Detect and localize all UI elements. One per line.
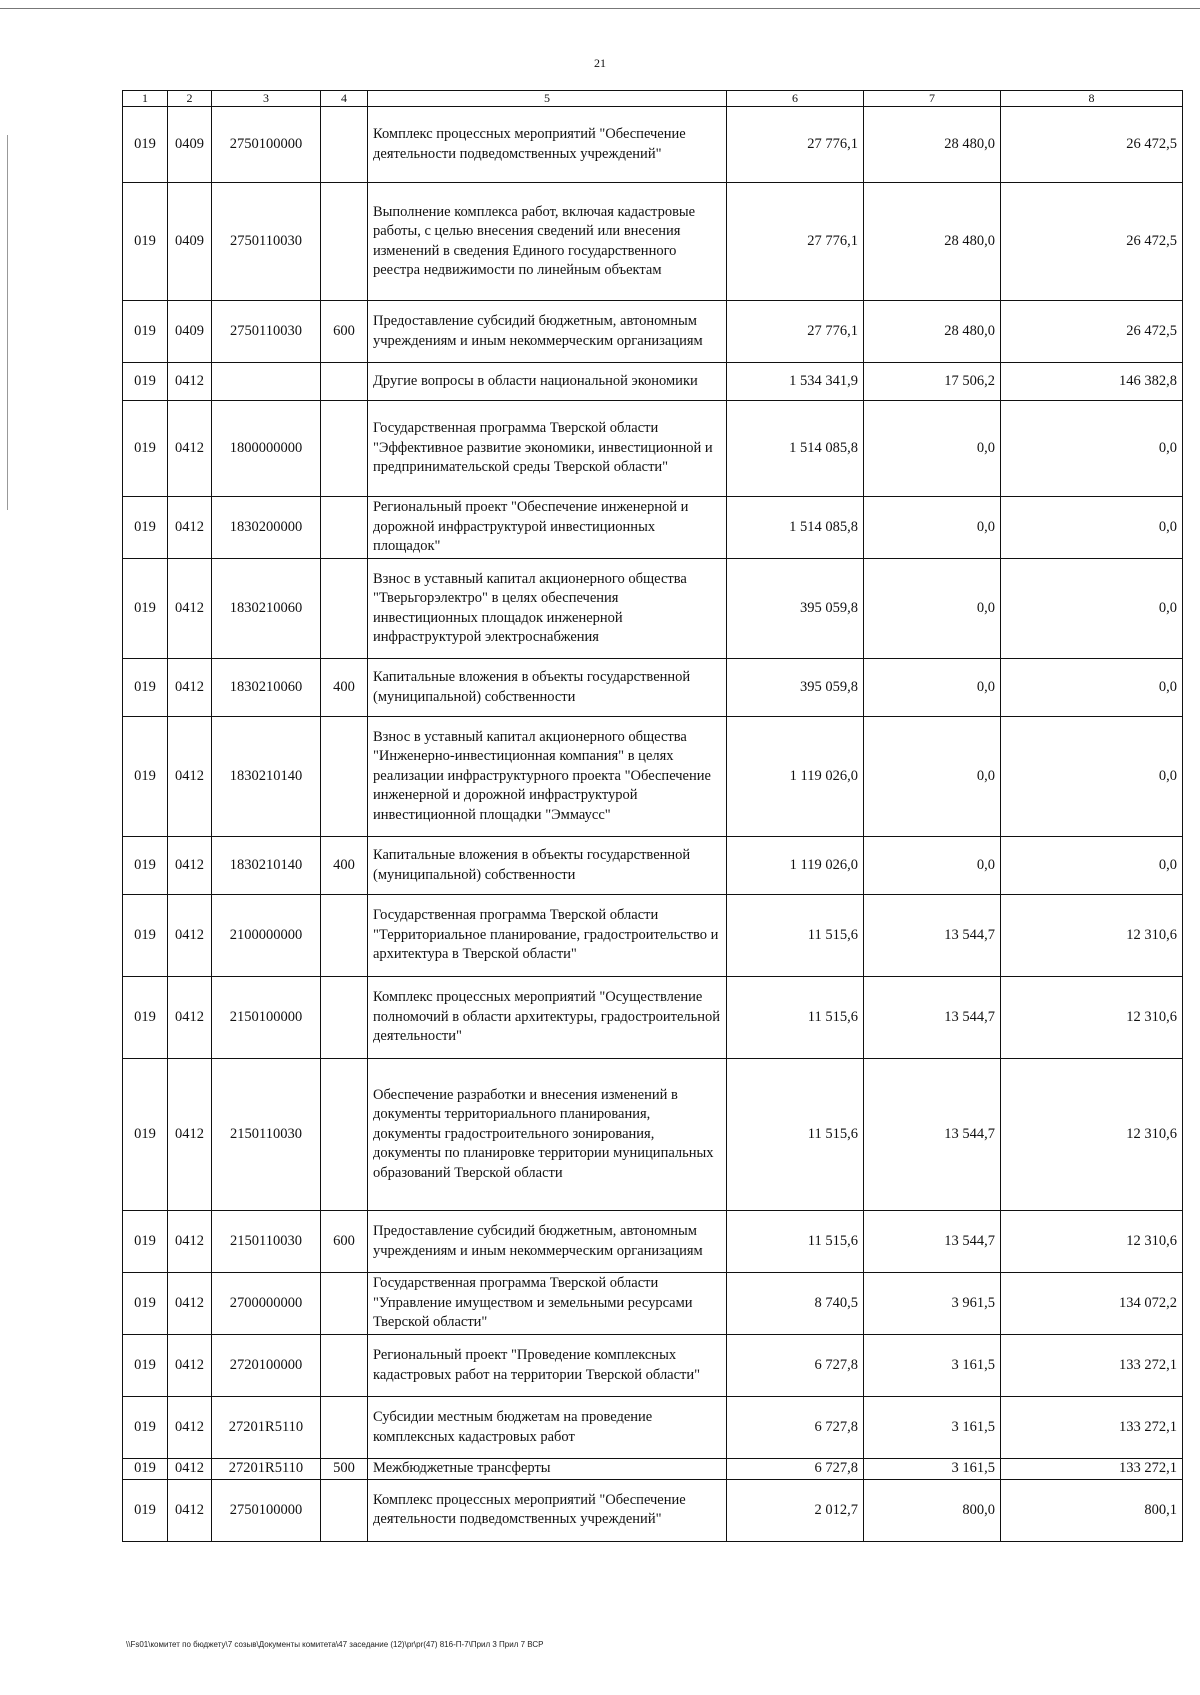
- amount-col7: 28 480,0: [864, 183, 1001, 301]
- table-row: [123, 1335, 1183, 1397]
- expense-type-code: [321, 107, 368, 183]
- table-row: [123, 977, 1183, 1059]
- table-row: [123, 1479, 1183, 1541]
- section-code: 0412: [168, 401, 212, 497]
- table-row: [123, 659, 1183, 717]
- amount-col7: 13 544,7: [864, 1059, 1001, 1211]
- item-description: Обеспечение разработки и внесения изменений в документы территориального планирования, документы градостроительного зонирования, документы по планировке территории муниципальных образований Тверской области: [368, 1059, 727, 1211]
- table-row: [123, 401, 1183, 497]
- amount-col8: 12 310,6: [1001, 977, 1183, 1059]
- section-code: 0412: [168, 1459, 212, 1480]
- department-code: 019: [123, 1211, 168, 1273]
- amount-col6: 11 515,6: [727, 1059, 864, 1211]
- amount-col7: 0,0: [864, 401, 1001, 497]
- target-article-code: 1830210140: [212, 837, 321, 895]
- department-code: 019: [123, 977, 168, 1059]
- amount-col7: 13 544,7: [864, 895, 1001, 977]
- expense-type-code: [321, 1479, 368, 1541]
- amount-col6: 1 534 341,9: [727, 363, 864, 401]
- section-code: 0412: [168, 1273, 212, 1335]
- header-cell: 5: [368, 91, 727, 107]
- amount-col8: 133 272,1: [1001, 1335, 1183, 1397]
- amount-col7: 0,0: [864, 559, 1001, 659]
- amount-col8: 0,0: [1001, 717, 1183, 837]
- section-code: 0412: [168, 1335, 212, 1397]
- amount-col6: 6 727,8: [727, 1335, 864, 1397]
- target-article-code: 27201R5110: [212, 1459, 321, 1480]
- target-article-code: 1830200000: [212, 497, 321, 559]
- amount-col6: 1 514 085,8: [727, 401, 864, 497]
- amount-col7: 0,0: [864, 837, 1001, 895]
- amount-col7: 3 161,5: [864, 1335, 1001, 1397]
- item-description: Региональный проект "Проведение комплексных кадастровых работ на территории Тверской области": [368, 1335, 727, 1397]
- target-article-code: 2700000000: [212, 1273, 321, 1335]
- expense-type-code: [321, 363, 368, 401]
- target-article-code: 2750110030: [212, 301, 321, 363]
- amount-col7: 0,0: [864, 717, 1001, 837]
- item-description: Государственная программа Тверской области "Эффективное развитие экономики, инвестиционной и предпринимательской среды Тверской области": [368, 401, 727, 497]
- amount-col6: 395 059,8: [727, 559, 864, 659]
- header-cell: 6: [727, 91, 864, 107]
- amount-col8: 0,0: [1001, 837, 1183, 895]
- amount-col6: 8 740,5: [727, 1273, 864, 1335]
- amount-col8: 133 272,1: [1001, 1459, 1183, 1480]
- target-article-code: 27201R5110: [212, 1397, 321, 1459]
- amount-col7: 13 544,7: [864, 977, 1001, 1059]
- file-path-footer: \\Fs01\комитет по бюджету\7 созыв\Документы комитета\47 заседание (12)\pr\pr(47) 816-П-7\Прил 3 Прил 7 ВСР: [126, 1640, 544, 1649]
- expense-type-code: 600: [321, 1211, 368, 1273]
- section-code: 0412: [168, 895, 212, 977]
- amount-col6: 6 727,8: [727, 1397, 864, 1459]
- target-article-code: 2150110030: [212, 1059, 321, 1211]
- item-description: Взнос в уставный капитал акционерного общества "Тверьгорэлектро" в целях обеспечения инвестиционных площадок инженерной инфраструктурой электроснабжения: [368, 559, 727, 659]
- department-code: 019: [123, 1397, 168, 1459]
- header-cell: 3: [212, 91, 321, 107]
- amount-col8: 134 072,2: [1001, 1273, 1183, 1335]
- department-code: 019: [123, 837, 168, 895]
- amount-col6: 27 776,1: [727, 301, 864, 363]
- amount-col8: 12 310,6: [1001, 895, 1183, 977]
- expense-type-code: [321, 1059, 368, 1211]
- section-code: 0412: [168, 1211, 212, 1273]
- department-code: 019: [123, 895, 168, 977]
- item-description: Субсидии местным бюджетам на проведение комплексных кадастровых работ: [368, 1397, 727, 1459]
- amount-col7: 28 480,0: [864, 301, 1001, 363]
- amount-col6: 2 012,7: [727, 1479, 864, 1541]
- item-description: Комплекс процессных мероприятий "Осуществление полномочий в области архитектуры, градостроительной деятельности": [368, 977, 727, 1059]
- department-code: 019: [123, 497, 168, 559]
- target-article-code: 2150110030: [212, 1211, 321, 1273]
- section-code: 0412: [168, 1479, 212, 1541]
- amount-col7: 17 506,2: [864, 363, 1001, 401]
- expense-type-code: [321, 497, 368, 559]
- target-article-code: 1830210060: [212, 659, 321, 717]
- section-code: 0409: [168, 301, 212, 363]
- page-number: 21: [594, 56, 606, 70]
- target-article-code: 2750100000: [212, 107, 321, 183]
- item-description: Выполнение комплекса работ, включая кадастровые работы, с целью внесения сведений или внесения изменений в сведения Единого государственного реестра недвижимости по линейным объектам: [368, 183, 727, 301]
- section-code: 0412: [168, 1059, 212, 1211]
- department-code: 019: [123, 1479, 168, 1541]
- amount-col6: 11 515,6: [727, 977, 864, 1059]
- header-cell: 1: [123, 91, 168, 107]
- section-code: 0412: [168, 559, 212, 659]
- amount-col7: 0,0: [864, 659, 1001, 717]
- target-article-code: [212, 363, 321, 401]
- scan-artifact-left-line: [7, 135, 8, 510]
- table-row: [123, 1397, 1183, 1459]
- amount-col7: 0,0: [864, 497, 1001, 559]
- amount-col8: 146 382,8: [1001, 363, 1183, 401]
- scan-artifact-top-line: [0, 8, 1200, 9]
- header-cell: 2: [168, 91, 212, 107]
- budget-table: [122, 90, 1183, 1542]
- table-row: [123, 837, 1183, 895]
- amount-col6: 395 059,8: [727, 659, 864, 717]
- expense-type-code: [321, 1273, 368, 1335]
- expense-type-code: [321, 559, 368, 659]
- table-row: [123, 717, 1183, 837]
- table-row: [123, 1059, 1183, 1211]
- section-code: 0412: [168, 363, 212, 401]
- amount-col8: 0,0: [1001, 559, 1183, 659]
- section-code: 0412: [168, 837, 212, 895]
- header-cell: 8: [1001, 91, 1183, 107]
- amount-col7: 3 161,5: [864, 1397, 1001, 1459]
- target-article-code: 2750100000: [212, 1479, 321, 1541]
- department-code: 019: [123, 1335, 168, 1397]
- table-row: [123, 183, 1183, 301]
- department-code: 019: [123, 717, 168, 837]
- item-description: Региональный проект "Обеспечение инженерной и дорожной инфраструктурой инвестиционных площадок": [368, 497, 727, 559]
- target-article-code: 1800000000: [212, 401, 321, 497]
- amount-col6: 11 515,6: [727, 1211, 864, 1273]
- item-description: Комплекс процессных мероприятий "Обеспечение деятельности подведомственных учреждений": [368, 107, 727, 183]
- table-body: [123, 107, 1183, 1542]
- amount-col7: 3 161,5: [864, 1459, 1001, 1480]
- amount-col8: 12 310,6: [1001, 1059, 1183, 1211]
- item-description: Взнос в уставный капитал акционерного общества "Инженерно-инвестиционная компания" в целях реализации инфраструктурного проекта "Обеспечение инженерной и дорожной инфраструктурой инвестиционной площадки "Эммаусс": [368, 717, 727, 837]
- item-description: Предоставление субсидий бюджетным, автономным учреждениям и иным некоммерческим организациям: [368, 301, 727, 363]
- department-code: 019: [123, 183, 168, 301]
- section-code: 0412: [168, 497, 212, 559]
- expense-type-code: [321, 1335, 368, 1397]
- header-cell: 7: [864, 91, 1001, 107]
- expense-type-code: [321, 895, 368, 977]
- amount-col7: 3 961,5: [864, 1273, 1001, 1335]
- table-row: [123, 1273, 1183, 1335]
- section-code: 0409: [168, 183, 212, 301]
- department-code: 019: [123, 659, 168, 717]
- expense-type-code: [321, 977, 368, 1059]
- target-article-code: 1830210140: [212, 717, 321, 837]
- item-description: Капитальные вложения в объекты государственной (муниципальной) собственности: [368, 837, 727, 895]
- item-description: Предоставление субсидий бюджетным, автономным учреждениям и иным некоммерческим организациям: [368, 1211, 727, 1273]
- amount-col8: 800,1: [1001, 1479, 1183, 1541]
- table-row: [123, 497, 1183, 559]
- amount-col8: 0,0: [1001, 497, 1183, 559]
- table-row: [123, 1459, 1183, 1480]
- target-article-code: 2720100000: [212, 1335, 321, 1397]
- target-article-code: 1830210060: [212, 559, 321, 659]
- department-code: 019: [123, 107, 168, 183]
- amount-col8: 26 472,5: [1001, 183, 1183, 301]
- amount-col7: 800,0: [864, 1479, 1001, 1541]
- item-description: Капитальные вложения в объекты государственной (муниципальной) собственности: [368, 659, 727, 717]
- amount-col8: 0,0: [1001, 659, 1183, 717]
- amount-col6: 27 776,1: [727, 183, 864, 301]
- table-row: [123, 1211, 1183, 1273]
- amount-col6: 1 119 026,0: [727, 837, 864, 895]
- target-article-code: 2100000000: [212, 895, 321, 977]
- amount-col7: 28 480,0: [864, 107, 1001, 183]
- target-article-code: 2150100000: [212, 977, 321, 1059]
- amount-col7: 13 544,7: [864, 1211, 1001, 1273]
- header-cell: 4: [321, 91, 368, 107]
- amount-col8: 0,0: [1001, 401, 1183, 497]
- expense-type-code: [321, 1397, 368, 1459]
- item-description: Другие вопросы в области национальной экономики: [368, 363, 727, 401]
- item-description: Комплекс процессных мероприятий "Обеспечение деятельности подведомственных учреждений": [368, 1479, 727, 1541]
- department-code: 019: [123, 1273, 168, 1335]
- amount-col8: 26 472,5: [1001, 301, 1183, 363]
- department-code: 019: [123, 1459, 168, 1480]
- amount-col8: 133 272,1: [1001, 1397, 1183, 1459]
- expense-type-code: [321, 717, 368, 837]
- expense-type-code: [321, 401, 368, 497]
- table-row: [123, 107, 1183, 183]
- department-code: 019: [123, 301, 168, 363]
- item-description: Межбюджетные трансферты: [368, 1459, 727, 1480]
- section-code: 0412: [168, 1397, 212, 1459]
- amount-col6: 11 515,6: [727, 895, 864, 977]
- expense-type-code: 600: [321, 301, 368, 363]
- section-code: 0412: [168, 717, 212, 837]
- section-code: 0412: [168, 659, 212, 717]
- table-row: [123, 301, 1183, 363]
- section-code: 0412: [168, 977, 212, 1059]
- table-row: [123, 363, 1183, 401]
- expense-type-code: 400: [321, 659, 368, 717]
- target-article-code: 2750110030: [212, 183, 321, 301]
- header-row: [123, 91, 1183, 107]
- amount-col6: 1 514 085,8: [727, 497, 864, 559]
- amount-col6: 1 119 026,0: [727, 717, 864, 837]
- department-code: 019: [123, 559, 168, 659]
- department-code: 019: [123, 401, 168, 497]
- section-code: 0409: [168, 107, 212, 183]
- amount-col8: 26 472,5: [1001, 107, 1183, 183]
- item-description: Государственная программа Тверской области "Управление имуществом и земельными ресурсами Тверской области": [368, 1273, 727, 1335]
- table-row: [123, 559, 1183, 659]
- amount-col6: 6 727,8: [727, 1459, 864, 1480]
- expense-type-code: 500: [321, 1459, 368, 1480]
- department-code: 019: [123, 1059, 168, 1211]
- amount-col6: 27 776,1: [727, 107, 864, 183]
- expense-type-code: 400: [321, 837, 368, 895]
- amount-col8: 12 310,6: [1001, 1211, 1183, 1273]
- table-row: [123, 895, 1183, 977]
- expense-type-code: [321, 183, 368, 301]
- item-description: Государственная программа Тверской области "Территориальное планирование, градостроительство и архитектура в Тверской области": [368, 895, 727, 977]
- department-code: 019: [123, 363, 168, 401]
